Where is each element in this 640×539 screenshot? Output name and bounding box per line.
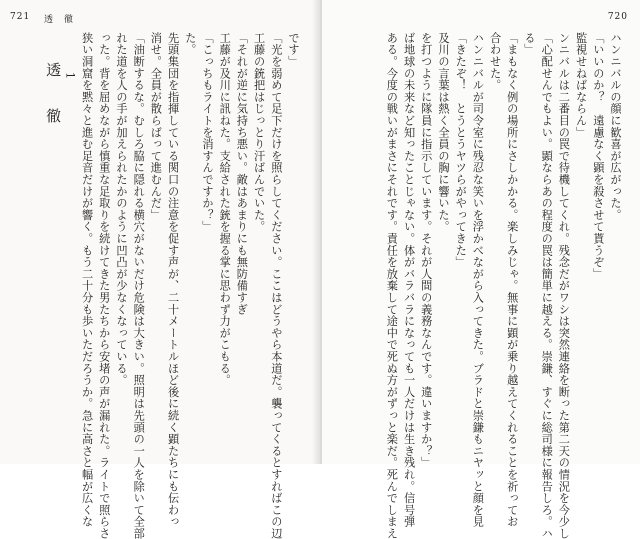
body-line: れた道を人の手が加えられたかのように凹凸が少なくなっている。 — [114, 32, 128, 386]
body-line: 合わせた。 — [488, 32, 502, 91]
body-line: 「まもなく例の場所にさしかかる。楽しみじゃ。無事に顕が乗り越えてくれることを祈ってお — [505, 32, 519, 528]
body-line: った。背を屈めながら慎重な足取りを続けてきた男たちから安堵の声が漏れた。ライトで照らさ — [97, 32, 111, 539]
left-page-body — [0, 32, 302, 539]
body-line: 工藤が及川に訊ねた。支給された銃を握る掌に思わず力がこもる。 — [218, 32, 232, 386]
body-line: 先頭集団を指揮している関口の注意を促す声が、二十メートルほど後に続く顕たちにも伝わっ — [166, 32, 180, 528]
body-line: 狭い洞窟を黙々と進む足音だけが響く。もう二十分も歩いただろうか。急に高さと幅が広くな — [80, 32, 94, 528]
body-line: 「きたぞ！ とうとうヤツらがやってきた」 — [454, 32, 468, 268]
body-line: ンニバルは二番目の罠で待機してくれ。残念だがワシは突然連絡を断った第二天の情況を今少し — [557, 32, 571, 539]
body-line: を打つように隊員に指示しています。それが人間の義務なんです。違いますか？」 — [419, 32, 433, 469]
body-line: 「こっちもライトを消すんですか？」 — [200, 32, 214, 233]
body-line: 「いいのか？ 遠慮なく顕を殺させて貰うぞ」 — [591, 32, 605, 280]
body-line: る」 — [522, 32, 536, 56]
body-line: ある。今度の戦いがまさにそれです。責任を放棄して途中で死ぬ方がずっと楽だ。死んでしまえ — [385, 32, 399, 539]
body-line: 工藤の銃把はじっとり汗ばんでいた。 — [252, 32, 266, 233]
body-line: ば地球の未来など知ったことじゃない。体がバラバラになっても一人だけは生き残れ。信号弾 — [402, 32, 416, 528]
body-line: 「それが逆に気持ち悪い。敵はあまりにも無防備すぎ — [235, 32, 249, 316]
body-line: 「心配せんでもよい。顕ならあの程度の罠は簡単に越える。崇鎌、すぐに総司様に報告しろ。ハ — [540, 32, 554, 539]
body-line: ハンニバルが司令室に残忍な笑いを浮かべながら入ってきた。ブラドと崇鎌もニヤッと顔を見 — [471, 32, 485, 528]
body-line: です」 — [287, 32, 300, 68]
body-line: ハンニバルの顔に歓喜が広がった。 — [609, 32, 622, 221]
running-title: 透 徹 — [44, 15, 75, 25]
body-line: 消せ。全員が散らばって進むんだ」 — [149, 32, 163, 221]
section-number: 1 — [63, 72, 77, 80]
chapter-title: 透 徹 — [44, 62, 63, 131]
left-page-number: 721 — [10, 12, 31, 22]
right-page-number: 720 — [607, 12, 628, 22]
body-line: 「光を弱めて足下だけを照らしてください。ここはどうやら本道だ。襲ってくるとすればこの辺 — [269, 32, 283, 539]
right-page — [322, 0, 640, 539]
body-line: 監視せねばならん」 — [574, 32, 588, 139]
body-line: た。 — [183, 32, 197, 56]
left-page — [0, 0, 318, 539]
right-page-body — [334, 32, 624, 539]
body-line: 「油断するな。むしろ脇に隠れる横穴がないだけ危険は大きい。照明は先頭の一人を除いて全部 — [132, 32, 146, 539]
body-line: 及川の言葉は熱く全員の胸に響いた。 — [436, 32, 450, 233]
